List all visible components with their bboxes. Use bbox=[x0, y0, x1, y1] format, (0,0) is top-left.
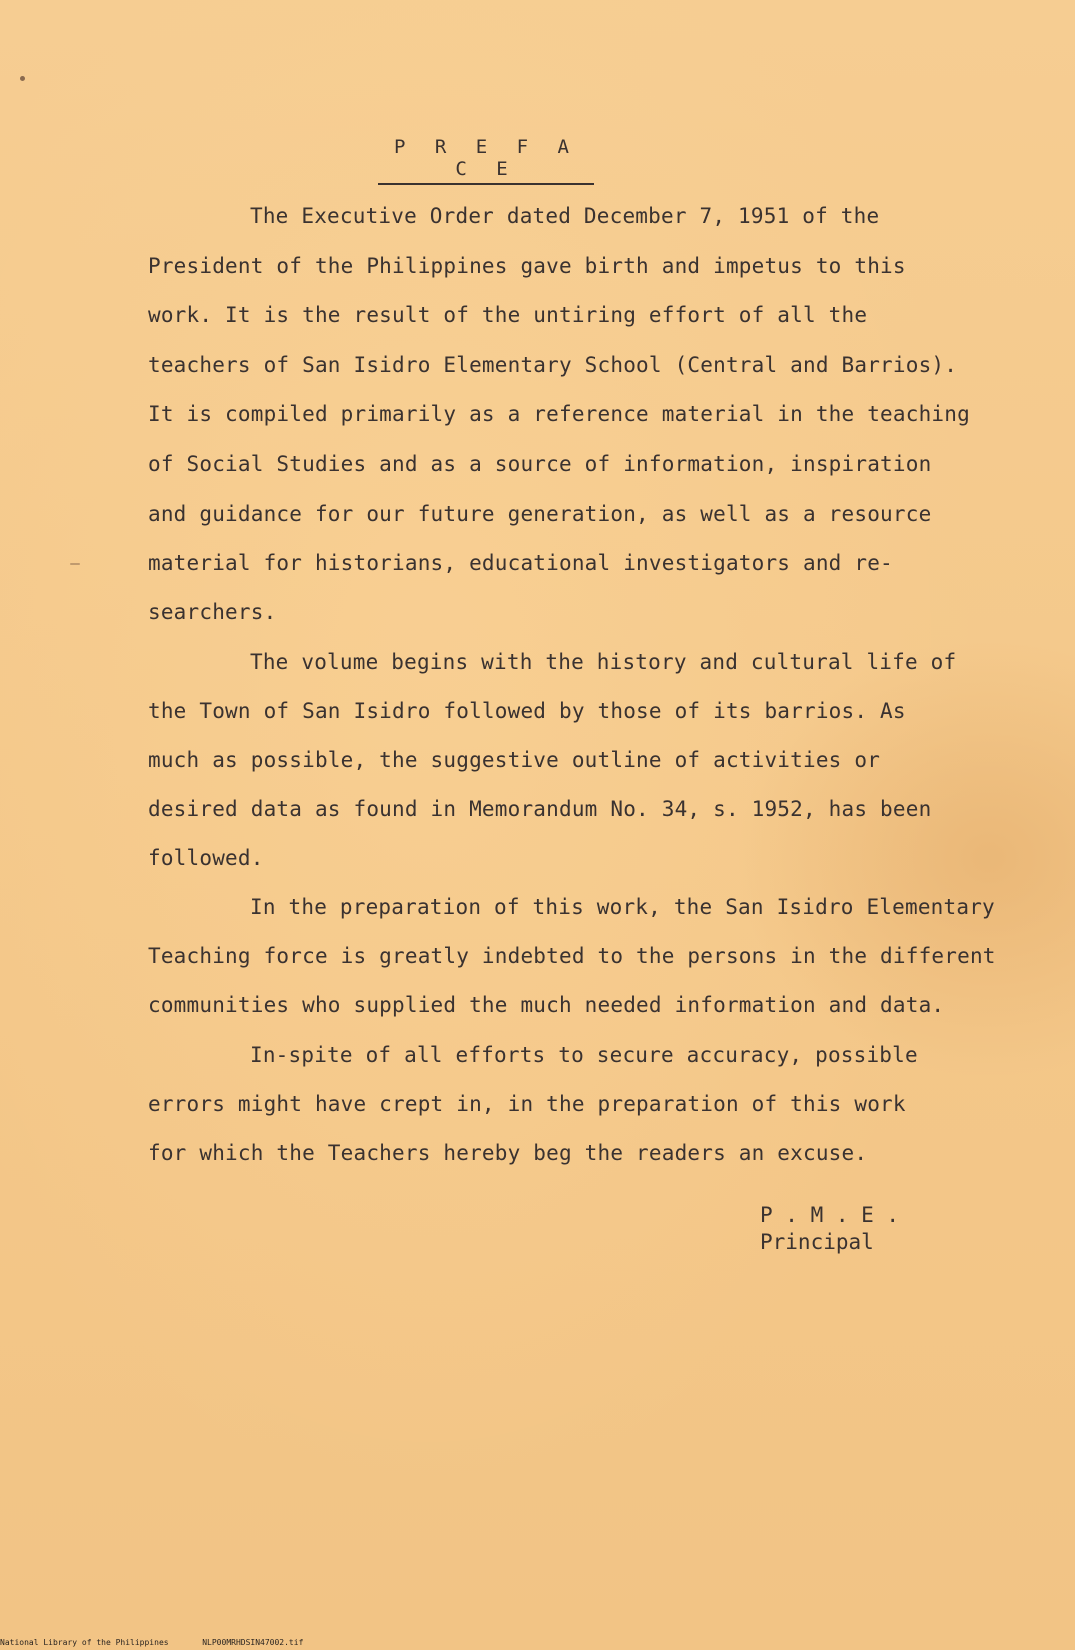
paragraph-line: The Executive Order dated December 7, 1951 of the bbox=[250, 204, 880, 228]
paragraph-line: errors might have crept in, in the preparation of this work bbox=[148, 1092, 906, 1116]
paragraph-line: work. It is the result of the untiring effort of all the bbox=[148, 303, 868, 327]
paragraph-line: the Town of San Isidro followed by those of its barrios. As bbox=[148, 699, 906, 723]
paragraph-line: material for historians, educational investigators and re- bbox=[148, 551, 893, 575]
paragraph-line: Teaching force is greatly indebted to the persons in the different bbox=[148, 944, 996, 968]
footer-source: National Library of the Philippines bbox=[0, 1638, 169, 1647]
paragraph-line: The volume begins with the history and cultural life of bbox=[250, 650, 957, 674]
paper-speck bbox=[70, 563, 80, 565]
footer-filename: NLP00MRHDSIN47002.tif bbox=[202, 1638, 304, 1647]
paragraph-line: It is compiled primarily as a reference material in the teaching bbox=[148, 402, 970, 426]
paragraph-line: followed. bbox=[148, 846, 264, 870]
paragraph-line: In-spite of all efforts to secure accuracy, possible bbox=[250, 1043, 918, 1067]
paragraph-line: desired data as found in Memorandum No. 34, s. 1952, has been bbox=[148, 797, 932, 821]
paragraph-line: teachers of San Isidro Elementary School (Central and Barrios). bbox=[148, 353, 958, 377]
paragraph-line: of Social Studies and as a source of information, inspiration bbox=[148, 452, 932, 476]
paragraph-line: much as possible, the suggestive outline of activities or bbox=[148, 748, 881, 772]
page-title: P R E F A C E bbox=[378, 136, 594, 185]
scan-footer bbox=[0, 1638, 303, 1647]
paragraph-line: and guidance for our future generation, as well as a resource bbox=[148, 502, 932, 526]
paragraph-line: searchers. bbox=[148, 600, 277, 624]
signature-initials: P . M . E . bbox=[760, 1203, 900, 1227]
paragraph-line: for which the Teachers hereby beg the readers an excuse. bbox=[148, 1141, 868, 1165]
paragraph-line: In the preparation of this work, the San Isidro Elementary bbox=[250, 895, 995, 919]
paragraph-line: communities who supplied the much needed information and data. bbox=[148, 993, 945, 1017]
paragraph-line: President of the Philippines gave birth and impetus to this bbox=[148, 254, 906, 278]
paper-speck bbox=[20, 76, 25, 81]
signature-role: Principal bbox=[760, 1230, 874, 1254]
